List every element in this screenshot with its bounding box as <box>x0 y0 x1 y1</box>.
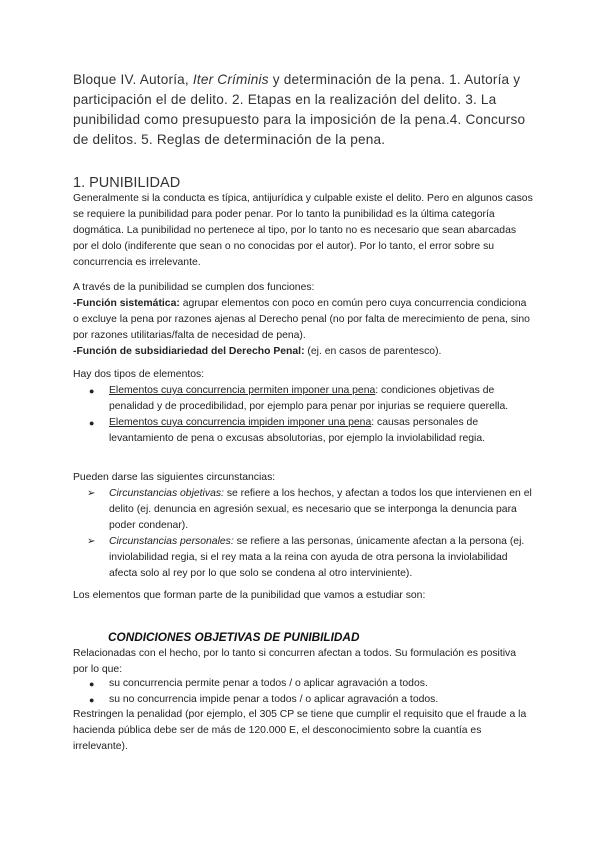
title-text-1: Bloque IV. Autoría, <box>73 72 193 87</box>
title-text-2: y determinación de la pena. 1. Autoría y participación el de delito. 2. Etapas en la realización del delito. 3. La punibilidad como presupuesto para la imposición de la pena.4. Concurso de delitos. 5. Reglas de determinación de la pena. <box>73 72 526 147</box>
intro-paragraph: Generalmente si la conducta es típica, antijurídica y culpable existe el delito. Pero en algunos casos se requiere la punibilidad para poder penar. Por lo tanto la punibilidad es la última categoría dogmática. La punibilidad no pertenece al tipo, por lo tanto no es necesario que sean abarcadas por el dolo (indiferente que sean o no conocidas por el autor). Por lo tanto, el error sobre su concurrencia es irrelevante. <box>73 193 533 268</box>
function-systematic <box>73 296 533 344</box>
list-item <box>73 676 533 692</box>
type-text: : condiciones objetivas de penalidad y de procedibilidad, por ejemplo para penar por injurias se requiere querella. <box>109 385 509 412</box>
condition-text: su concurrencia permite penar a todos / o aplicar agravación a todos. <box>109 678 428 689</box>
title-italic: Iter Críminis <box>192 72 269 87</box>
conditions-closing: Restringen la penalidad (por ejemplo, el 305 CP se tiene que cumplir el requisito que el fraude a la hacienda pública debe ser de más de 120.000 E, el desconocimiento sobre la cuantía es irrelevante). <box>73 709 527 752</box>
function-systematic-label: -Función sistemática: <box>73 298 180 309</box>
types-lead: Hay dos tipos de elementos: <box>73 369 205 380</box>
circumstance-text: se refiere a los hechos, y afectan a todos los que intervienen en el delito (ej. denuncia en agresión sexual, es necesario que se interponga la denuncia para poder condenar). <box>109 488 532 531</box>
circumstance-label: Circunstancias objetivas: <box>109 488 224 499</box>
circumstance-label: Circunstancias personales: <box>109 536 234 547</box>
bullet-icon: ● <box>89 386 95 396</box>
types-list <box>73 383 533 447</box>
subheading: CONDICIONES OBJETIVAS DE PUNIBILIDAD <box>108 630 360 644</box>
bullet-icon: ● <box>89 679 95 689</box>
conditions-list <box>73 676 533 708</box>
circumstance-text: se refiere a las personas, únicamente afectan a la persona (ej. inviolabilidad regia, si el rey mata a la reina con ayuda de otra persona la inviolabilidad afecta solo al rey por lo que solo se condena al otro interviniente). <box>109 536 525 579</box>
list-item <box>73 383 533 415</box>
type-text: : causas personales de levantamiento de pena o excusas absolutorias, por ejemplo la inviolabilidad regia. <box>109 417 486 444</box>
circumstances-lead: Pueden darse las siguientes circunstancias: <box>73 472 276 483</box>
section-heading: 1. PUNIBILIDAD <box>73 175 181 191</box>
arrow-right-icon: ➢ <box>87 488 96 499</box>
functions-block <box>73 280 533 360</box>
function-subsidiarity-label: -Función de subsidiariedad del Derecho Penal: <box>73 346 305 357</box>
list-item <box>73 415 533 447</box>
condition-text: su no concurrencia impide penar a todos / o aplicar agravación a todos. <box>109 694 439 705</box>
type-label: Elementos cuya concurrencia impiden imponer una pena <box>109 417 372 428</box>
list-item <box>73 486 533 534</box>
function-subsidiarity-text: (ej. en casos de parentesco). <box>304 346 442 357</box>
function-subsidiarity <box>73 344 533 360</box>
bullet-icon: ● <box>89 418 95 428</box>
list-item <box>73 534 533 582</box>
type-label: Elementos cuya concurrencia permiten imponer una pena <box>109 385 376 396</box>
list-item <box>73 692 533 708</box>
document-title <box>73 70 533 150</box>
elements-line: Los elementos que forman parte de la punibilidad que vamos a estudiar son: <box>73 590 426 601</box>
conditions-lead: Relacionadas con el hecho, por lo tanto si concurren afectan a todos. Su formulación es positiva por lo que: <box>73 648 517 675</box>
bullet-icon: ● <box>89 695 95 705</box>
arrow-right-icon: ➢ <box>87 536 96 547</box>
functions-lead: A través de la punibilidad se cumplen dos funciones: <box>73 282 315 293</box>
function-systematic-text: agrupar elementos con poco en común pero cuya concurrencia condiciona o excluye la pena por razones ajenas al Derecho penal (no por falta de merecimiento de pena, sino por razones utilitarias/falta de necesidad de pena). <box>73 298 530 341</box>
circumstances-list <box>73 486 533 582</box>
